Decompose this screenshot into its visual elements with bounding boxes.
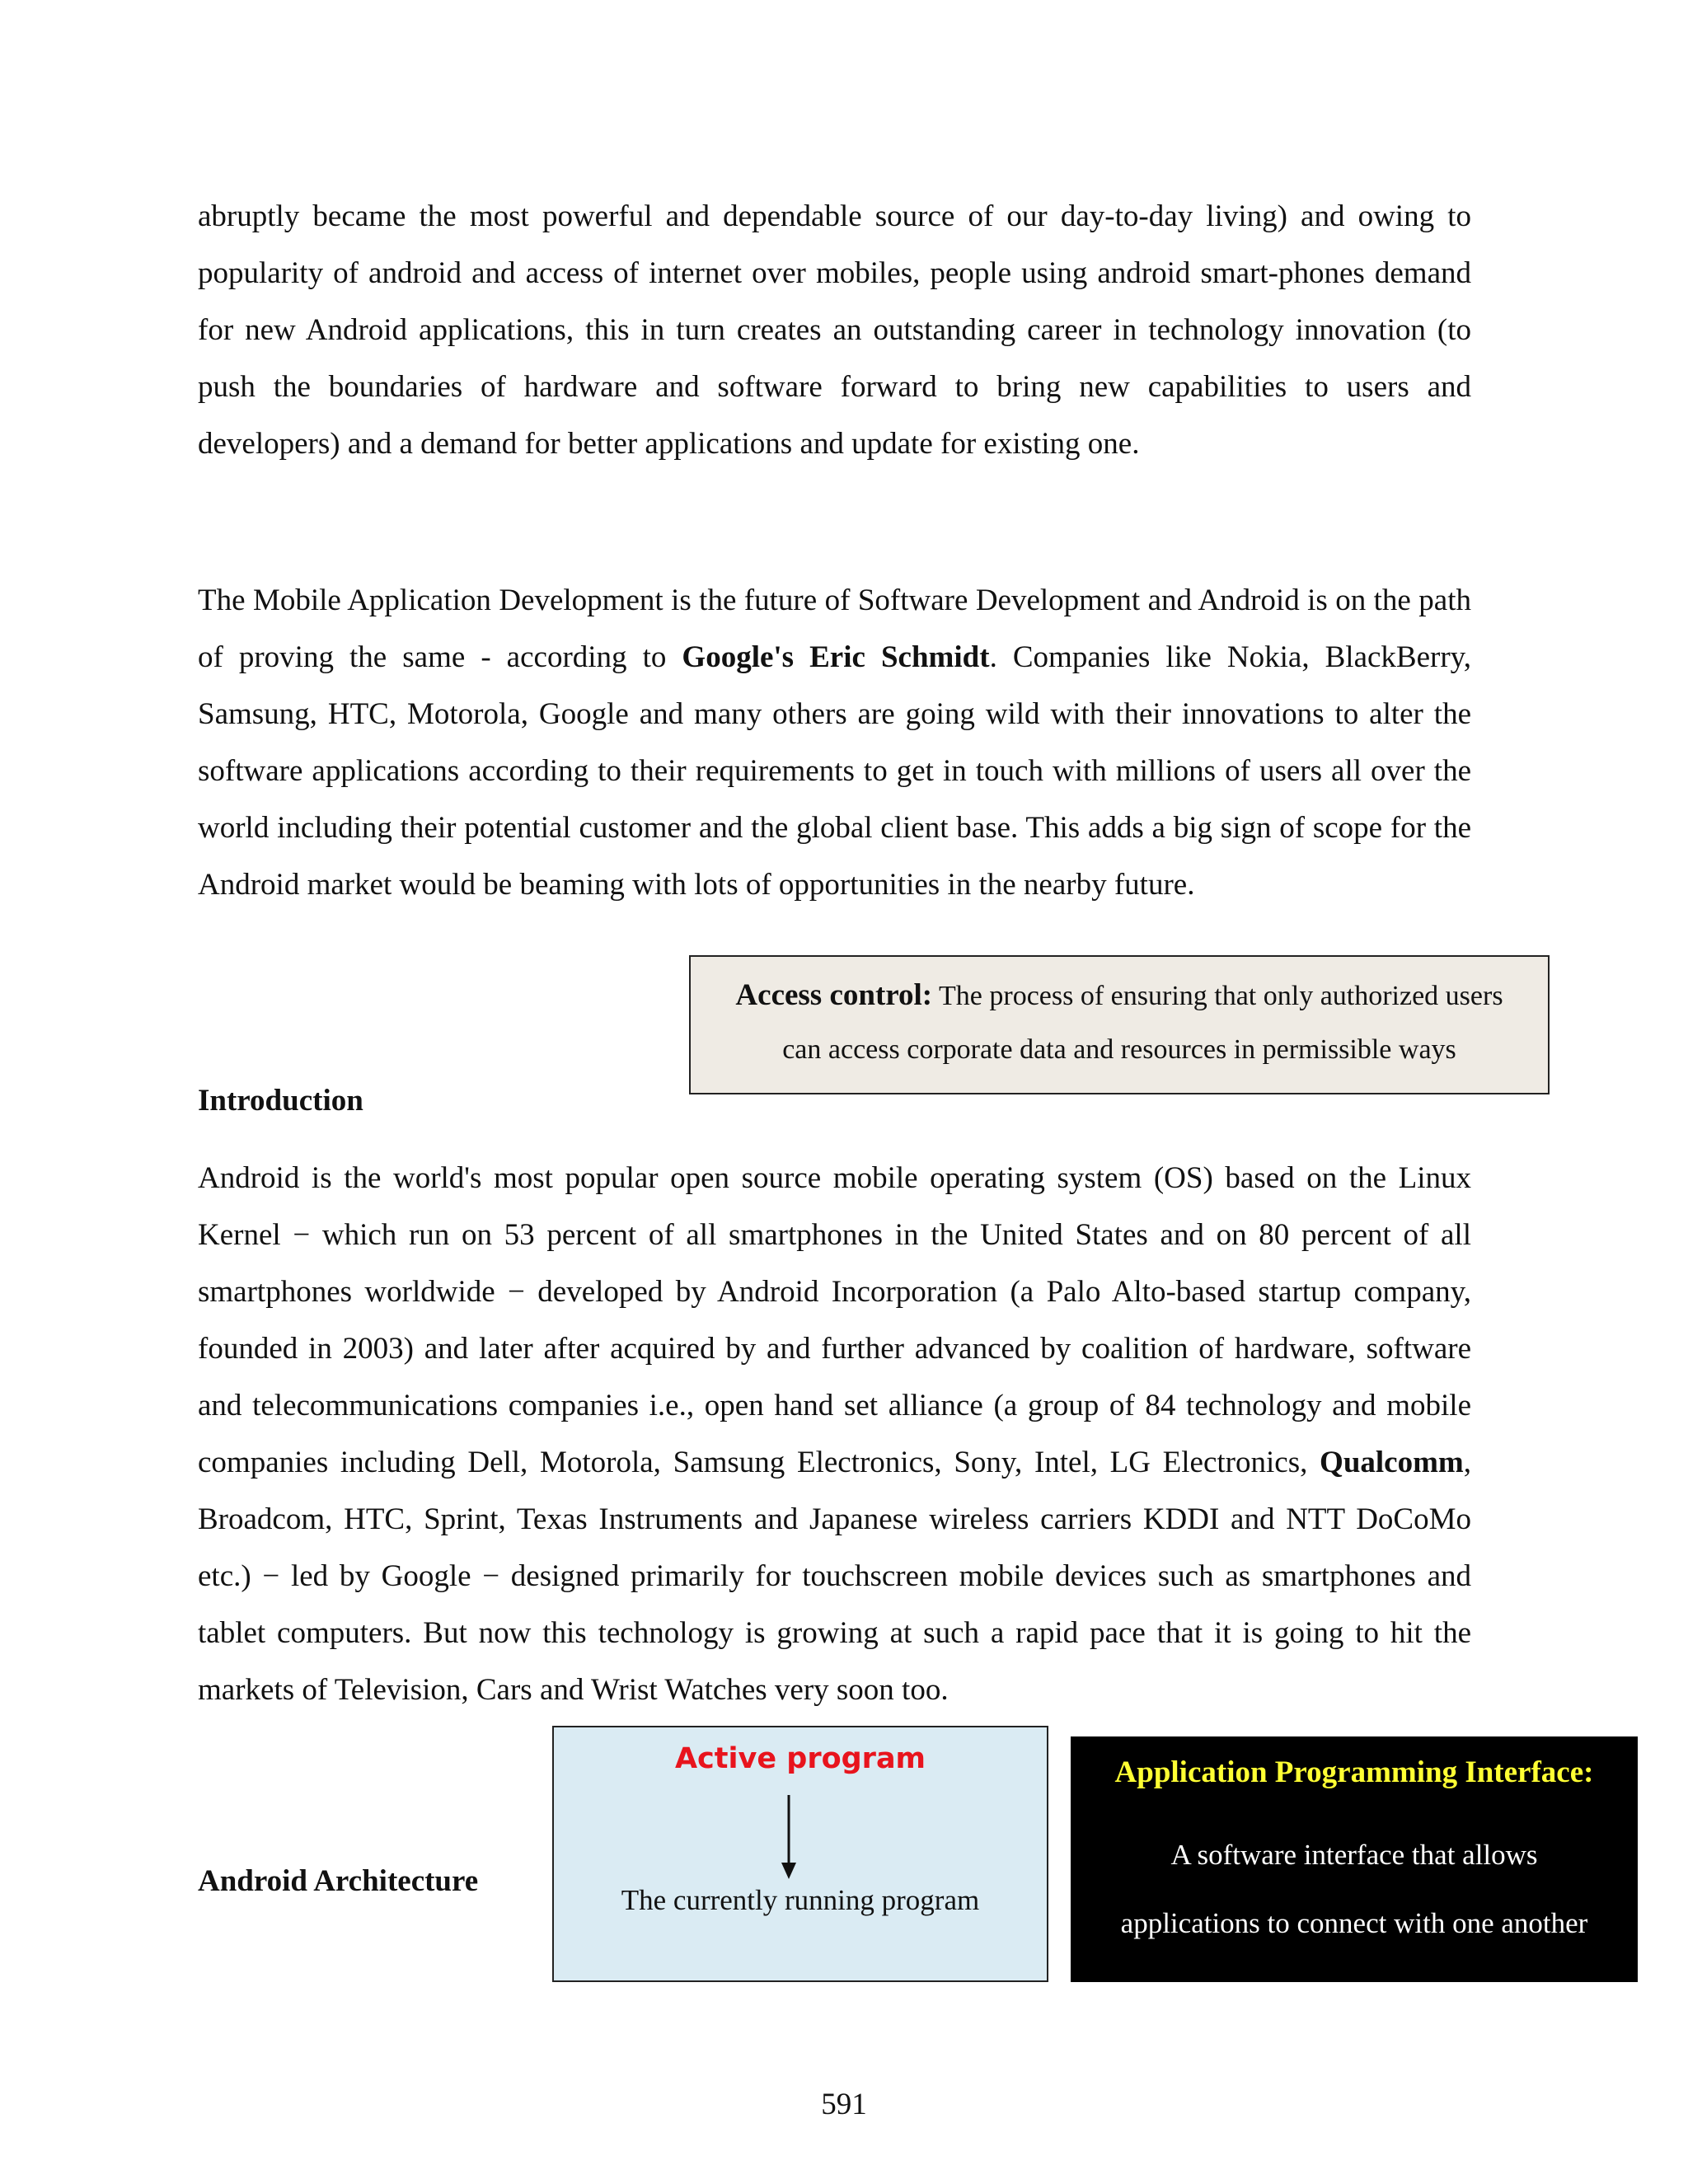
bold-name: Google's Eric Schmidt bbox=[682, 640, 990, 674]
paragraph-text: The Mobile Application Development is the future of Software Development and Android is on the path of proving the same - according to bbox=[198, 583, 1471, 674]
callout-api bbox=[1071, 1736, 1638, 1982]
callout-definition: The process of ensuring that only authorized users can access corporate data and resources in permissible ways bbox=[782, 981, 1503, 1065]
heading-android-architecture: Android Architecture bbox=[198, 1864, 479, 1898]
callout-active-program bbox=[552, 1726, 1048, 1982]
paragraph-continuation: abruptly became the most powerful and dependable source of our day-to-day living) and owing to popularity of android and access of internet over mobiles, people using android smart-phones demand for new Android applications, this in turn creates an outstanding career in technology innovation (to push the boundaries of hardware and software forward to bring new capabilities to users and developers) and a demand for better applications and update for existing one. bbox=[198, 199, 1471, 461]
paragraph-text: Android is the world's most popular open source mobile operating system (OS) based on the Linux Kernel − which run on 53 percent of all smartphones in the United States and on 80 percent of all smartphones worldwide − developed by Android Incorporation (a Palo Alto-based startup company, founded in 2003) and later after acquired by and further advanced by coalition of hardware, software and telecommunications companies i.e., open hand set alliance (a group of 84 technology and mobile companies including Dell, Motorola, Samsung Electronics, Sony, Intel, LG Electronics, bbox=[198, 1161, 1471, 1479]
callout-term: Application Programming Interface: bbox=[1114, 1755, 1594, 1789]
arrow-down-icon bbox=[779, 1795, 799, 1879]
callout-term: Access control: bbox=[735, 978, 933, 1012]
paragraph-introduction bbox=[198, 1150, 1471, 1718]
paragraph-text: . Companies like Nokia, BlackBerry, Samsung, HTC, Motorola, Google and many others are going wild with their innovations to alter the software applications according to their requirements to get in touch with millions of users all over the world including their potential customer and the global client base. This adds a big sign of scope for the Android market would be beaming with lots of opportunities in the nearby future. bbox=[198, 640, 1472, 902]
callout-definition: A software interface that allows applications to connect with one another bbox=[1120, 1839, 1588, 1939]
bold-name: Qualcomm bbox=[1320, 1446, 1464, 1479]
callout-access-control bbox=[689, 955, 1550, 1094]
callout-definition: The currently running program bbox=[621, 1884, 980, 1916]
page-number: 591 bbox=[821, 2088, 867, 2121]
paragraph-text: , Broadcom, HTC, Sprint, Texas Instruments and Japanese wireless carriers KDDI and NTT DoCoMo etc.) − led by Google − designed primarily for touchscreen mobile devices such as smartphones and tablet computers. But now this technology is growing at such a rapid pace that it is going to hit the markets of Television, Cars and Wrist Watches very soon too. bbox=[198, 1446, 1471, 1707]
paragraph-mobile-development bbox=[198, 572, 1471, 913]
callout-term: Active program bbox=[674, 1742, 926, 1775]
heading-introduction: Introduction bbox=[198, 1084, 363, 1118]
